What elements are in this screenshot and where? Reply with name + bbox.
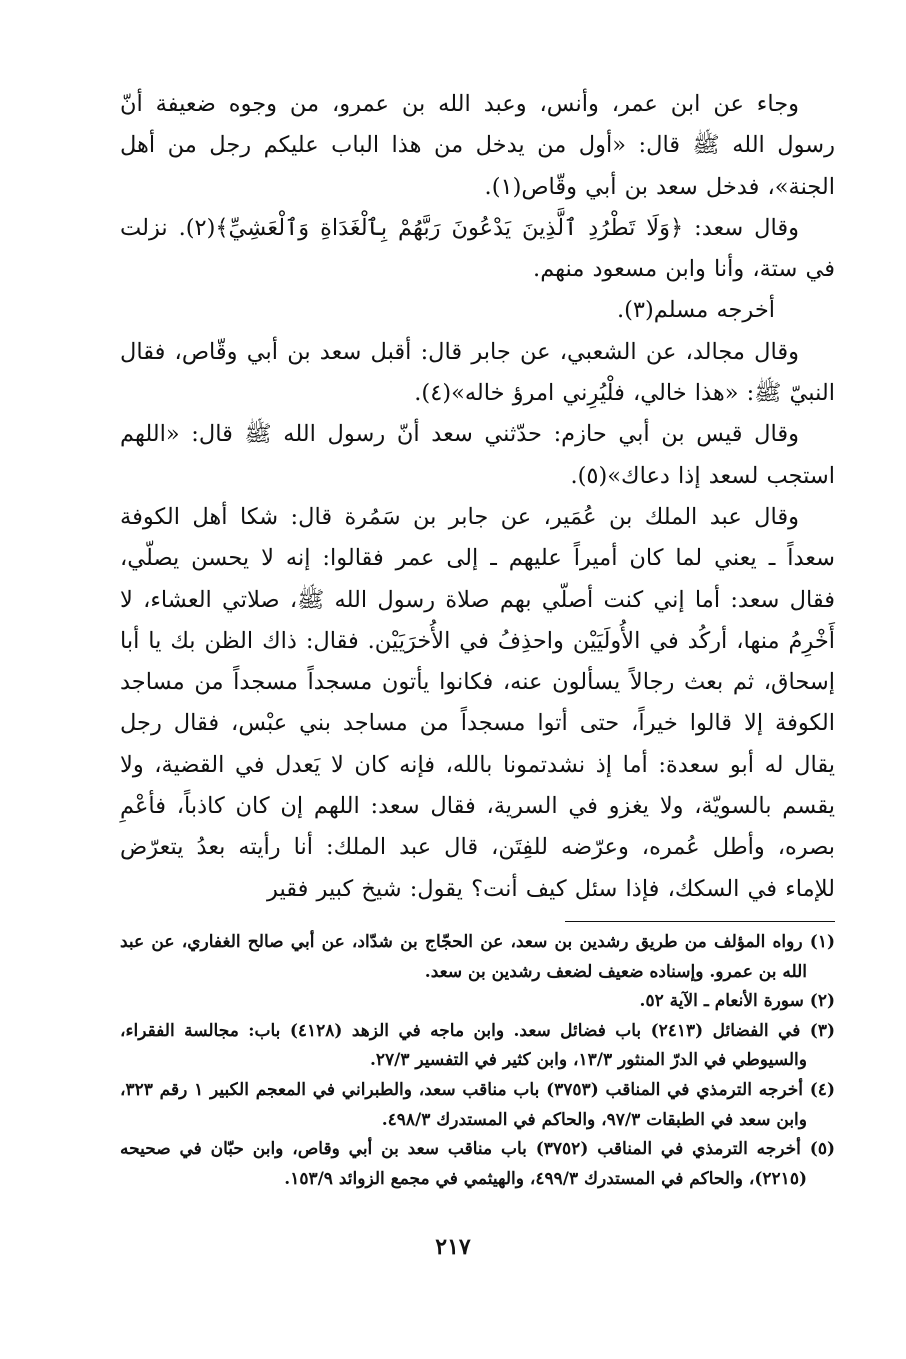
footnote-3: (٣) في الفضائل (٢٤١٣) باب فضائل سعد. وابن ماجه في الزهد (٤١٢٨) باب: مجالسة الفقراء، والسيوطي في الدرّ المنثور ١٣/٣، وابن كثير في التفسير ٢٧/٣. [120,1020,835,1071]
footnote-2: (٢) سورة الأنعام ـ الآية ٥٢. [639,991,835,1012]
page-number: ٢١٧ [435,1234,471,1260]
paragraph-verse-quote: وقال سعد: ﴿وَلَا تَطْرُدِ ٱلَّذِينَ يَدْعُونَ رَبَّهُمْ بِٱلْغَدَاةِ وَٱلْعَشِيِّ﴾(٢). نزلت في ستة، وأنا وابن مسعود منهم. [120,214,835,283]
footnote-5: (٥) أخرجه الترمذي في المناقب (٣٧٥٢) باب مناقب سعد بن أبي وقاص، وابن حبّان في صحيحه (٢٢١٥)، والحاكم في المستدرك ٤٩٩/٣، والهيثمي في مجمع الزوائد ١٥٣/٩. [120,1139,835,1189]
paragraph-mujalid: وقال مجالد، عن الشعبي، عن جابر قال: أقبل سعد بن أبي وقّاص، فقال النبيّ ﷺ: «هذا خالي، فلْيُرِني امرؤ خاله»(٤). [120,338,835,407]
paragraph-hadith-door: وجاء عن ابن عمر، وأنس، وعبد الله بن عمرو، من وجوه ضعيفة أنّ رسول الله ﷺ قال: «أول من يدخل من هذا الباب عليكم رجل من أهل الجنة»، فدخل سعد بن أبي وقّاص(١). [120,91,835,200]
footnote-divider [565,921,835,922]
paragraph-abd-al-malik: وقال عبد الملك بن عُمَير، عن جابر بن سَمُرة قال: شكا أهل الكوفة سعداً ـ يعني لما كان أميراً عليهم ـ إلى عمر فقالوا: إنه لا يحسن يصلّي، فقال سعد: أما إني كنت أصلّي بهم صلاة رسول الله ﷺ، صلاتي العشاء، لا أَخْرِمُ منها، أركُد في الأُولَيَيْن واحذِفُ في الأُخرَيَيْن. فقال: ذاك الظن بك يا أبا إسحاق، ثم بعث رجالاً يسألون عنه، فكانوا يأتون مسجداً مسجداً من مساجد الكوفة إلا قالوا خيراً، حتى أتوا مسجداً من مساجد بني عبْس، فقال رجل يقال له أبو سعدة: أما إذ نشدتمونا بالله، فإنه كان لا يَعدل في القضية، ولا يقسم بالسويّة، ولا يغزو في السرية، فقال سعد: اللهم إن كان كاذباً، فأعْمِ بصره، وأطل عُمره، وعرّضه للفِتَن، قال عبد الملك: أنا رأيته بعدُ يتعرّض للإماء في السكك، فإذا سئل كيف أنت؟ يقول: شيخ كبير فقير [120,503,835,902]
paragraph-muslim-ref: أخرجه مسلم(٣). [616,297,775,324]
footnote-1: (١) رواه المؤلف من طريق رشدين بن سعد، عن الحجّاج بن شدّاد، عن أبي صالح الغفاري، عن عبد الله بن عمرو. وإسناده ضعيف لضعف رشدين بن سعد. [120,932,835,982]
footnote-4: (٤) أخرجه الترمذي في المناقب (٣٧٥٣) باب مناقب سعد، والطبراني في المعجم الكبير ١ رقم ٣٢٣، وابن سعد في الطبقات ٩٧/٣، والحاكم في المستدرك ٤٩٨/٣. [120,1079,835,1130]
paragraph-qays: وقال قيس بن أبي حازم: حدّثني سعد أنّ رسول الله ﷺ قال: «اللهم استجب لسعد إذا دعاك»(٥). [120,421,835,489]
main-text [120,84,835,910]
footnotes [120,928,835,1194]
